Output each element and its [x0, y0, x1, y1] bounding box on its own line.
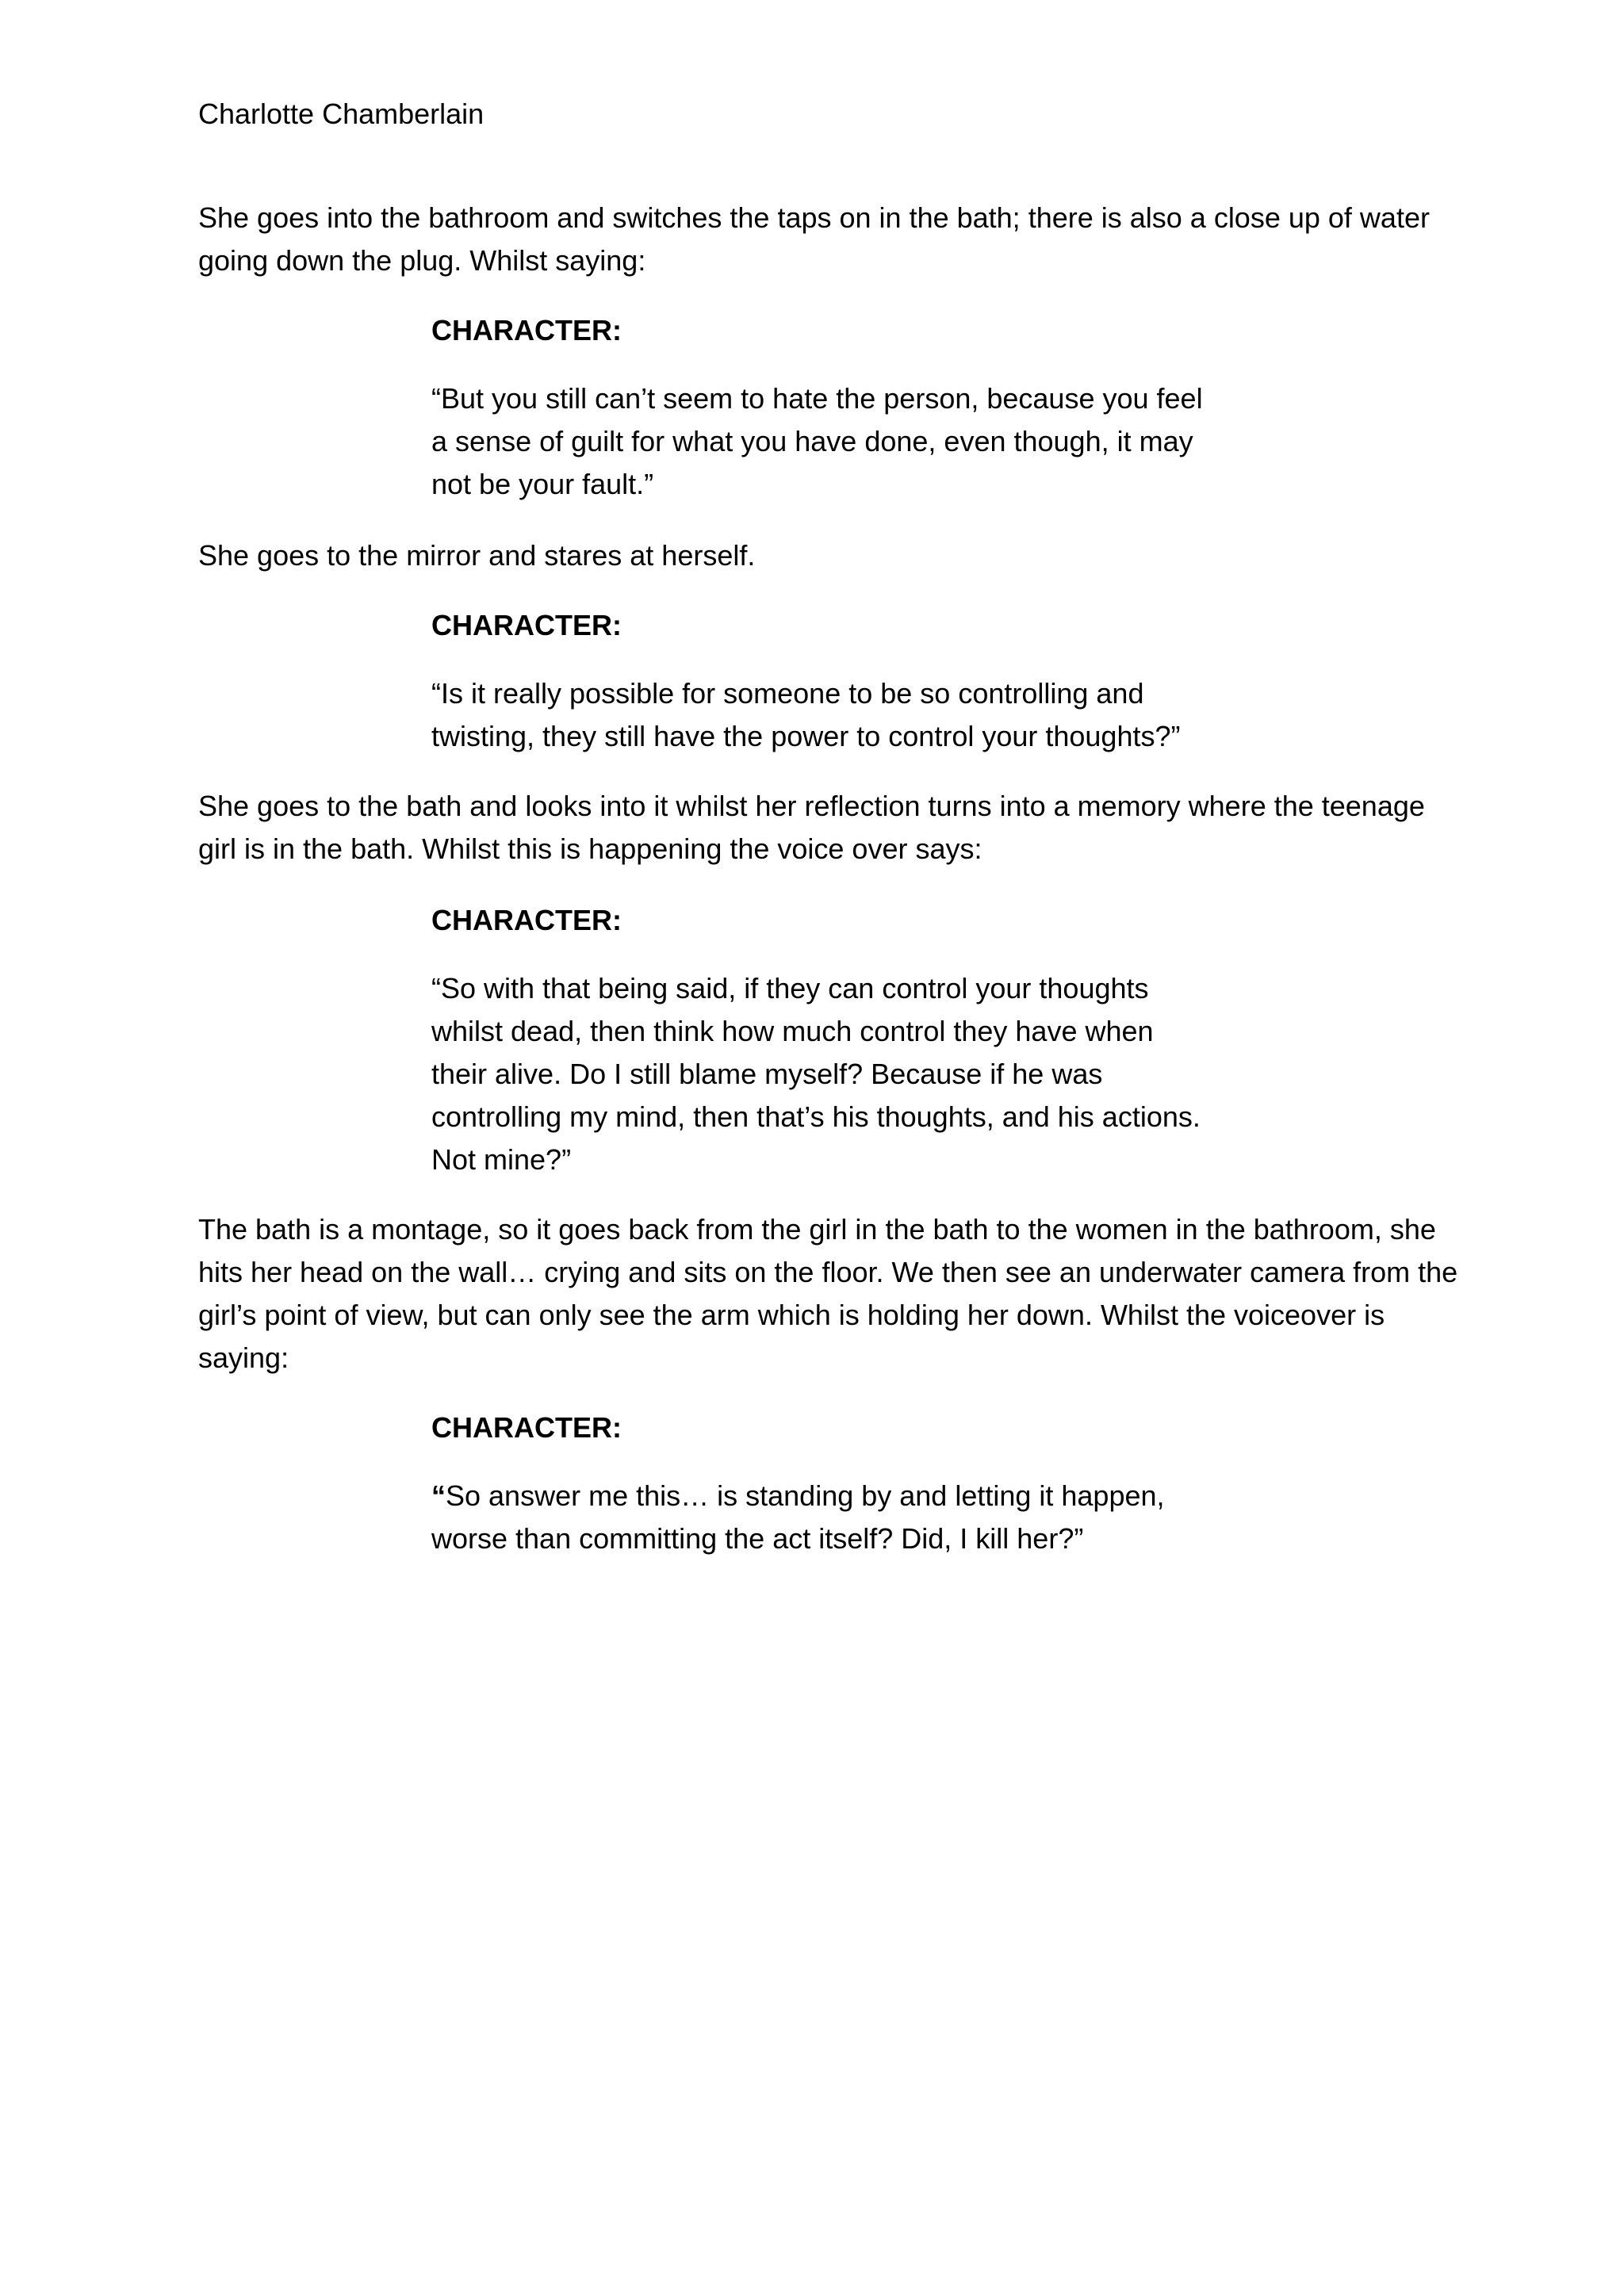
narration-line: She goes into the bathroom and switches the taps on in the bath; there is also a close up of water — [198, 201, 1430, 234]
narration-line: going down the plug. Whilst saying: — [198, 244, 646, 277]
author-name: Charlotte Chamberlain — [198, 98, 485, 130]
narration-paragraph — [198, 785, 1425, 871]
narration-line: girl is in the bath. Whilst this is happening the voice over says: — [198, 832, 982, 865]
character-heading: CHARACTER: — [431, 314, 622, 346]
character-heading: CHARACTER: — [431, 1411, 622, 1444]
dialogue-paragraph — [431, 672, 1181, 758]
dialogue-line: “So with that being said, if they can control your thoughts — [431, 972, 1149, 1004]
dialogue-line — [431, 1475, 1165, 1517]
dialogue-paragraph — [431, 377, 1203, 506]
narration-line: hits her head on the wall… crying and sits on the floor. We then see an underwater camera from the — [198, 1256, 1458, 1288]
dialogue-line: twisting, they still have the power to control your thoughts?” — [431, 720, 1181, 752]
dialogue-line: “But you still can’t seem to hate the person, because you feel — [431, 382, 1203, 415]
dialogue-paragraph — [431, 967, 1201, 1181]
dialogue-line-text: So answer me this… is standing by and letting it happen, — [446, 1479, 1165, 1512]
dialogue-line: their alive. Do I still blame myself? Because if he was — [431, 1058, 1103, 1090]
dialogue-line: Not mine?” — [431, 1143, 572, 1176]
character-heading: CHARACTER: — [431, 904, 622, 936]
opening-quote: “ — [431, 1479, 446, 1512]
narration-line: The bath is a montage, so it goes back from the girl in the bath to the women in the bathroom, she — [198, 1213, 1436, 1246]
narration-paragraph — [198, 534, 755, 577]
character-heading: CHARACTER: — [431, 609, 622, 641]
narration-line: She goes to the bath and looks into it whilst her reflection turns into a memory where the teenage — [198, 790, 1425, 822]
dialogue-line: not be your fault.” — [431, 468, 654, 500]
narration-line: She goes to the mirror and stares at herself. — [198, 539, 756, 572]
narration-paragraph — [198, 197, 1430, 282]
dialogue-line: controlling my mind, then that’s his thoughts, and his actions. — [431, 1100, 1201, 1133]
narration-line: girl’s point of view, but can only see the arm which is holding her down. Whilst the voiceover is — [198, 1299, 1385, 1331]
narration-line: saying: — [198, 1341, 289, 1374]
dialogue-line: whilst dead, then think how much control they have when — [431, 1015, 1154, 1047]
narration-paragraph — [198, 1208, 1457, 1380]
dialogue-line: a sense of guilt for what you have done, even though, it may — [431, 425, 1193, 457]
dialogue-line: worse than committing the act itself? Did, I kill her?” — [431, 1522, 1084, 1555]
dialogue-paragraph — [431, 1475, 1165, 1560]
dialogue-line: “Is it really possible for someone to be so controlling and — [431, 677, 1144, 710]
